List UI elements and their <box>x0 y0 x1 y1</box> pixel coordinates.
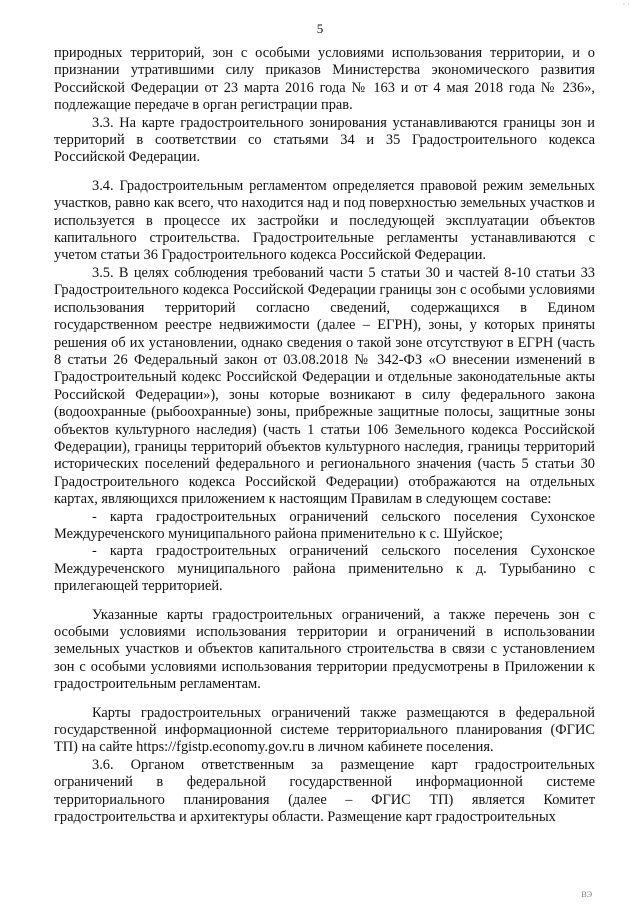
paragraph-3-4: 3.4. Градостроительным регламентом определяется правовой режим земельных участков, равно как всего, что находится над и под поверхностью земельных участков и используется в процессе их застройки и последующей эксплуатации объектов капитального строительства. Градостроительные регламенты устанавливаются с учетом статьи 36 Градостроительного кодекса Российской Федерации. <box>54 177 595 264</box>
paragraph-3-3: 3.3. На карте градостроительного зонирования устанавливаются границы зон и территорий в соответствии со статьями 34 и 35 Градостроительного кодекса Российской Федерации. <box>54 114 595 166</box>
page-number: 5 <box>316 21 324 36</box>
paragraph-continuation: природных территорий, зон с особыми условиями использования территории, и о признании утратившими силу приказов Министерства экономического развития Российской Федерации от 23 марта 2016 года № 163 и от 4 мая 2018 года № 236», подлежащие передаче в орган регистрации прав. <box>54 45 595 114</box>
list-item-shuiskoe-map: - карта градостроительных ограничений сельского поселения Сухонское Междуреченского муниципального района применительно к с. Шуйское; <box>54 508 595 542</box>
paragraph-restriction-maps: Указанные карты градостроительных ограничений, а также перечень зон с особыми условиями использования территории и ограничений в использовании земельных участков и объектов капитального строительства в связи с установлением зон с особыми условиями использования территории предусмотрены в Приложении к градостроительным регламентам. <box>54 606 595 693</box>
paragraph-3-5: 3.5. В целях соблюдения требований части 5 статьи 30 и частей 8-10 статьи 33 Градостроительного кодекса Российской Федерации границы зон с особыми условиями использования территорий согласно сведений, содержащихся в Едином государственном реестре недвижимости (далее – ЕГРН), зоны, у которых приняты решения об их установлении, однако сведения о такой зоне отсутствуют в ЕГРН (часть 8 статьи 26 Федеральный закон от 03.08.2018 № 342-ФЗ «О внесении изменений в Градостроительный кодекс Российской Федерации и отдельные законодательные акты Российской Федерации»), зоны которые возникают в силу федерального закона (водоохранные (рыбоохранные) зоны, прибрежные защитные полосы, защитные зоны объектов культурного наследия) (часть 1 статьи 106 Земельного кодекса Российской Федерации), границы территорий объектов культурного наследия, границы территорий исторических поселений федерального и регионального значения (часть 5 статьи 30 Градостроительного кодекса Российской Федерации) отображаются на отдельных картах, являющихся приложением к настоящим Правилам в следующем составе: <box>54 264 595 508</box>
list-item-turybanino-map: - карта градостроительных ограничений сельского поселения Сухонское Междуреченского муниципального района применительно к д. Турыбанино с прилегающей территорией. <box>54 543 595 595</box>
paragraph-3-6: 3.6. Органом ответственным за размещение карт градостроительных ограничений в федеральной государственной информационной системе территориального планирования (далее – ФГИС ТП) является Комитет градостроительства и архитектуры области. Размещение карт градостроительных <box>54 756 595 826</box>
scan-corner-mark: · · <box>622 0 630 9</box>
paragraph-fgis-placement: Карты градостроительных ограничений также размещаются в федеральной государственной информационной системе территориального планирования (ФГИС ТП) на сайте https://fgistp.economy.gov.ru в личном кабинете поселения. <box>54 704 595 756</box>
document-body <box>54 45 595 826</box>
scan-bottom-mark: ВЭ <box>581 890 592 899</box>
